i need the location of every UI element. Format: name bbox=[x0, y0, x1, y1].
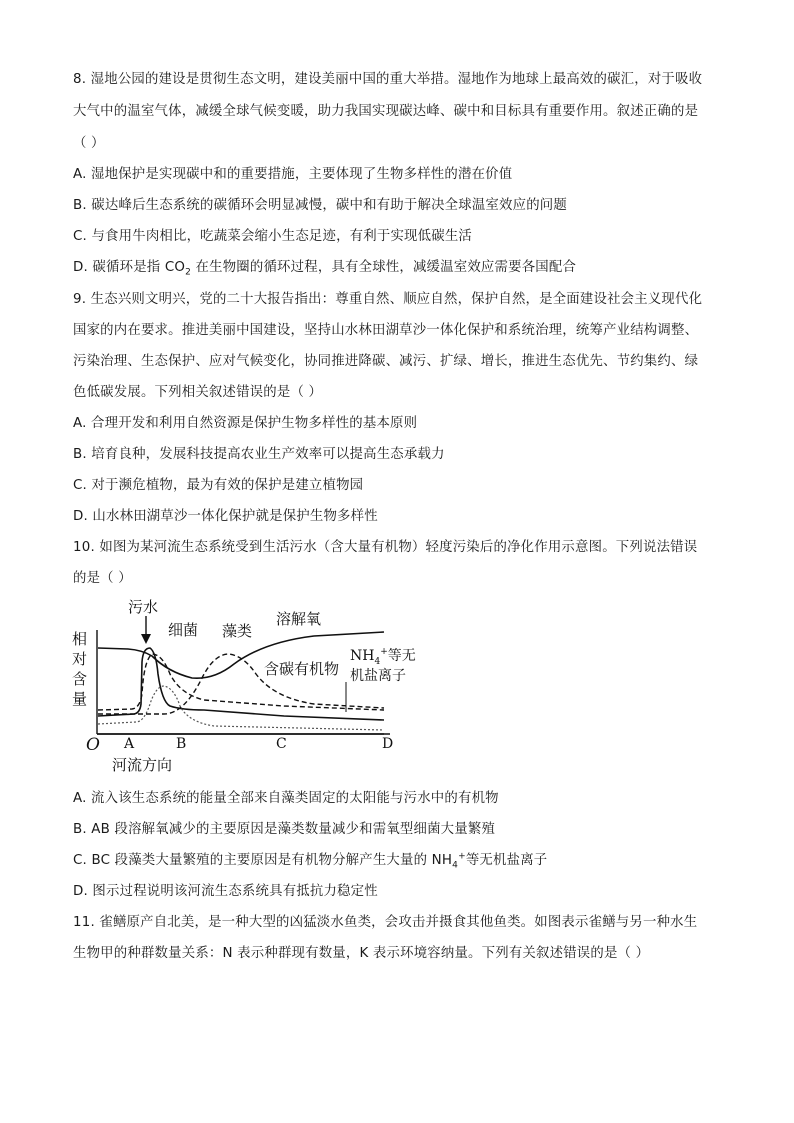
y-axis-label-1: 相 bbox=[72, 630, 88, 648]
q8-option-d[interactable] bbox=[73, 256, 576, 278]
y-axis-label-2: 对 bbox=[72, 650, 88, 668]
q10-option-c-sup: + bbox=[458, 851, 466, 862]
point-b-label: B bbox=[176, 736, 187, 752]
q8-option-b[interactable]: B. 碳达峰后生态系统的碳循环会明显减慢，碳中和有助于解决全球温室效应的问题 bbox=[73, 198, 567, 213]
q8-option-a[interactable]: A. 湿地保护是实现碳中和的重要措施，主要体现了生物多样性的潜在价值 bbox=[73, 167, 513, 182]
point-c-label: C bbox=[276, 736, 287, 752]
q8-option-c[interactable]: C. 与食用牛肉相比，吃蔬菜会缩小生态足迹，有利于实现低碳生活 bbox=[73, 229, 472, 244]
q10-stem-line2: 的是（ ） bbox=[73, 571, 132, 586]
q10-option-c[interactable] bbox=[73, 849, 547, 871]
q10-stem-line1: 10. 如图为某河流生态系统受到生活污水（含大量有机物）轻度污染后的净化作用示意图。下列说法错误 bbox=[73, 540, 698, 555]
organic-carbon-label: 含碳有机物 bbox=[264, 660, 340, 678]
q8-option-d-pre: D. 碳循环是指 CO bbox=[73, 260, 186, 275]
q10-option-c-sub: 4 bbox=[452, 860, 459, 871]
q10-option-d[interactable]: D. 图示过程说明该河流生态系统具有抵抗力稳定性 bbox=[73, 884, 378, 899]
nh4-label-rest: 等无 bbox=[387, 648, 416, 664]
point-d-label: D bbox=[382, 736, 394, 752]
q10-option-b[interactable]: B. AB 段溶解氧减少的主要原因是藻类数量减少和需氧型细菌大量繁殖 bbox=[73, 822, 496, 837]
dissolved-oxygen-label: 溶解氧 bbox=[276, 610, 322, 628]
q9-stem-line1: 9. 生态兴则文明兴，党的二十大报告指出：尊重自然、顺应自然，保护自然，是全面建设社会主义现代化 bbox=[73, 292, 703, 307]
sewage-label: 污水 bbox=[128, 598, 159, 616]
bacteria-label: 细菌 bbox=[168, 621, 199, 639]
q9-stem-line4: 色低碳发展。下列相关叙述错误的是（ ） bbox=[73, 385, 323, 400]
q11-stem-line2: 生物甲的种群数量关系：N 表示种群现有数量，K 表示环境容纳量。下列有关叙述错误的是（ ） bbox=[73, 946, 650, 961]
point-a-label: A bbox=[124, 736, 135, 752]
q9-stem-line3: 污染治理、生态保护、应对气候变化，协同推进降碳、减污、扩绿、增长，推进生态优先、节约集约、绿 bbox=[73, 354, 699, 369]
q11-stem-line1: 11. 雀鳝原产自北美，是一种大型的凶猛淡水鱼类，会攻击并摄食其他鱼类。如图表示雀鳝与另一种水生 bbox=[73, 915, 698, 930]
q8-stem-line1: 8. 湿地公园的建设是贯彻生态文明，建设美丽中国的重大举措。湿地作为地球上最高效的碳汇，对于吸收 bbox=[73, 72, 703, 87]
nh4-label-sub: 4 bbox=[374, 657, 381, 667]
q9-option-d[interactable]: D. 山水林田湖草沙一体化保护就是保护生物多样性 bbox=[73, 509, 378, 524]
y-axis-label-3: 含 bbox=[72, 670, 88, 688]
q8-stem-line2: 大气中的温室气体，减缓全球气候变暖，助力我国实现碳达峰、碳中和目标具有重要作用。叙述正确的是 bbox=[73, 104, 699, 119]
origin-label: O bbox=[86, 735, 100, 755]
q8-answer-bracket: （ ） bbox=[73, 136, 105, 151]
q9-option-a[interactable]: A. 合理开发和利用自然资源是保护生物多样性的基本原则 bbox=[73, 416, 418, 431]
nh4-label-sup: + bbox=[380, 647, 388, 657]
algae-label: 藻类 bbox=[222, 622, 253, 640]
sewage-arrow-head bbox=[141, 634, 151, 644]
q10-option-c-post: 等无机盐离子 bbox=[465, 853, 548, 868]
y-axis-label-4: 量 bbox=[72, 690, 88, 708]
q8-option-d-post: 在生物圈的循环过程，具有全球性，减缓温室效应需要各国配合 bbox=[191, 260, 577, 275]
x-axis-label: 河流方向 bbox=[112, 756, 173, 774]
q9-option-b[interactable]: B. 培育良种，发展科技提高农业生产效率可以提高生态承载力 bbox=[73, 447, 445, 462]
river-purification-diagram bbox=[72, 594, 416, 774]
q9-option-c[interactable]: C. 对于濒危植物，最为有效的保护是建立植物园 bbox=[73, 478, 364, 493]
nh4-label-base: NH bbox=[350, 648, 375, 664]
q10-option-a[interactable]: A. 流入该生态系统的能量全部来自藻类固定的太阳能与污水中的有机物 bbox=[73, 791, 499, 806]
q8-option-d-sub: 2 bbox=[185, 267, 192, 278]
q10-option-c-pre: C. BC 段藻类大量繁殖的主要原因是有机物分解产生大量的 NH bbox=[73, 853, 453, 868]
q9-stem-line2: 国家的内在要求。推进美丽中国建设，坚持山水林田湖草沙一体化保护和系统治理，统筹产业结构调整、 bbox=[73, 323, 699, 338]
nh4-label bbox=[350, 647, 416, 667]
inorganic-ion-label: 机盐离子 bbox=[350, 668, 406, 684]
diagram-svg bbox=[72, 594, 416, 774]
